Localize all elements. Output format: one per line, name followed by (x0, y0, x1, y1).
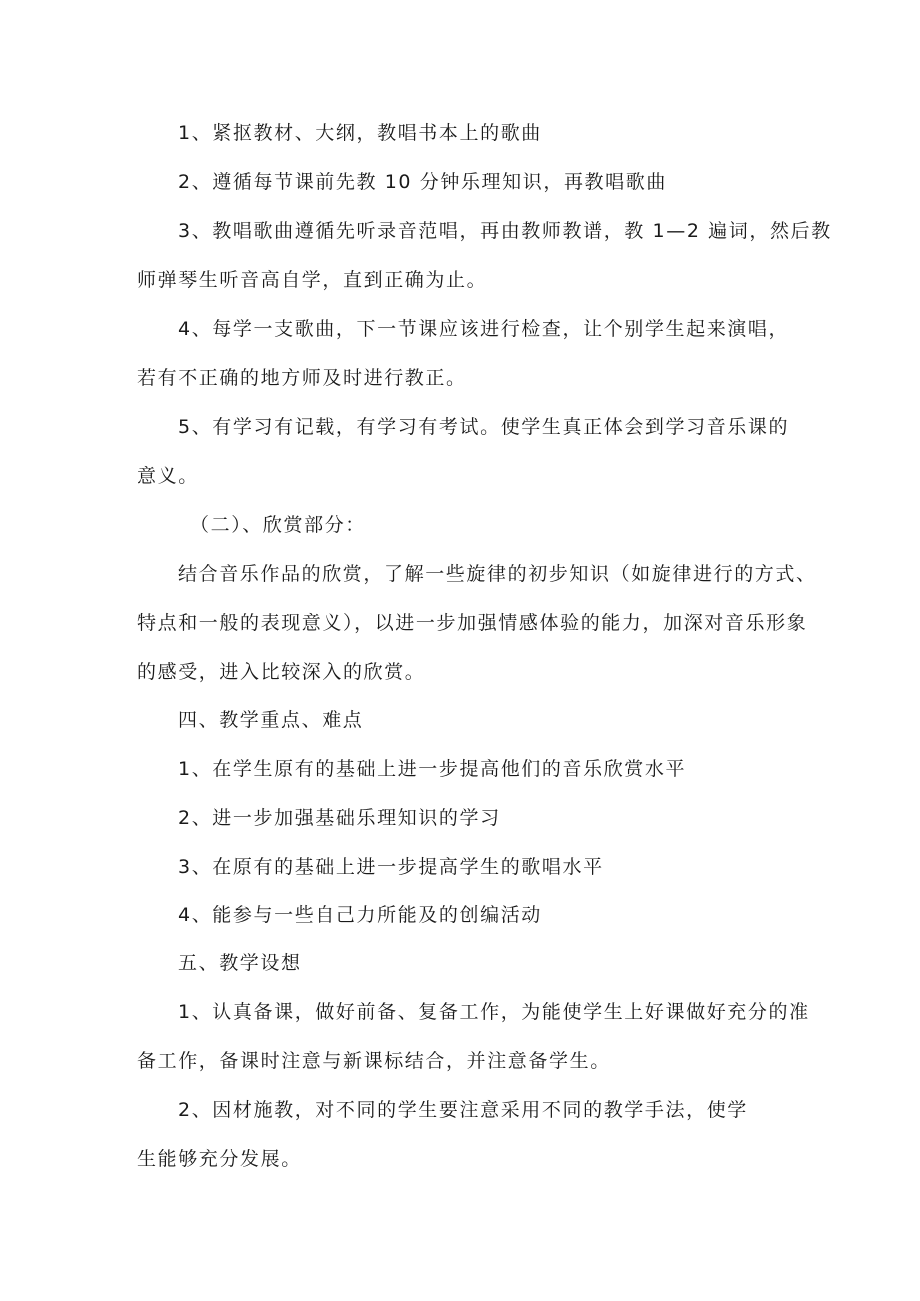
text-line: 师弹琴生听音高自学，直到正确为止。 (137, 269, 488, 291)
section-heading: （二）、欣赏部分： (190, 514, 366, 536)
section-heading: 四、教学重点、难点 (178, 709, 364, 731)
text-line: 4、能参与一些自己力所能及的创编活动 (178, 904, 542, 926)
text-line: 2、因材施教，对不同的学生要注意采用不同的教学手法，使学 (178, 1099, 748, 1121)
text-line: 3、教唱歌曲遵循先听录音范唱，再由教师教谱，教 1—2 遍词，然后教 (178, 220, 832, 242)
text-line: 3、在原有的基础上进一步提高学生的歌唱水平 (178, 856, 604, 878)
text-line: 若有不正确的地方师及时进行教正。 (137, 367, 467, 389)
text-line: 2、进一步加强基础乐理知识的学习 (178, 807, 501, 829)
text-line: 1、认真备课，做好前备、复备工作，为能使学生上好课做好充分的准 (178, 1001, 810, 1023)
text-line: 1、在学生原有的基础上进一步提高他们的音乐欣赏水平 (178, 758, 687, 780)
text-line: 生能够充分发展。 (137, 1148, 302, 1170)
text-line: 2、遵循每节课前先教 10 分钟乐理知识，再教唱歌曲 (178, 171, 667, 193)
text-line: 的感受，进入比较深入的欣赏。 (137, 661, 426, 683)
text-line: 4、每学一支歌曲，下一节课应该进行检查，让个别学生起来演唱， (178, 318, 790, 340)
text-line: 备工作，备课时注意与新课标结合，并注意备学生。 (137, 1050, 611, 1072)
text-line: 结合音乐作品的欣赏，了解一些旋律的初步知识（如旋律进行的方式、 (178, 563, 817, 585)
section-heading: 五、教学设想 (178, 952, 302, 974)
text-line: 特点和一般的表现意义），以进一步加强情感体验的能力，加深对音乐形象 (137, 612, 808, 634)
text-line: 意义。 (137, 465, 199, 487)
text-line: 5、有学习有记载，有学习有考试。使学生真正体会到学习音乐课的 (178, 416, 790, 438)
text-line: 1、紧抠教材、大纲，教唱书本上的歌曲 (178, 122, 542, 144)
